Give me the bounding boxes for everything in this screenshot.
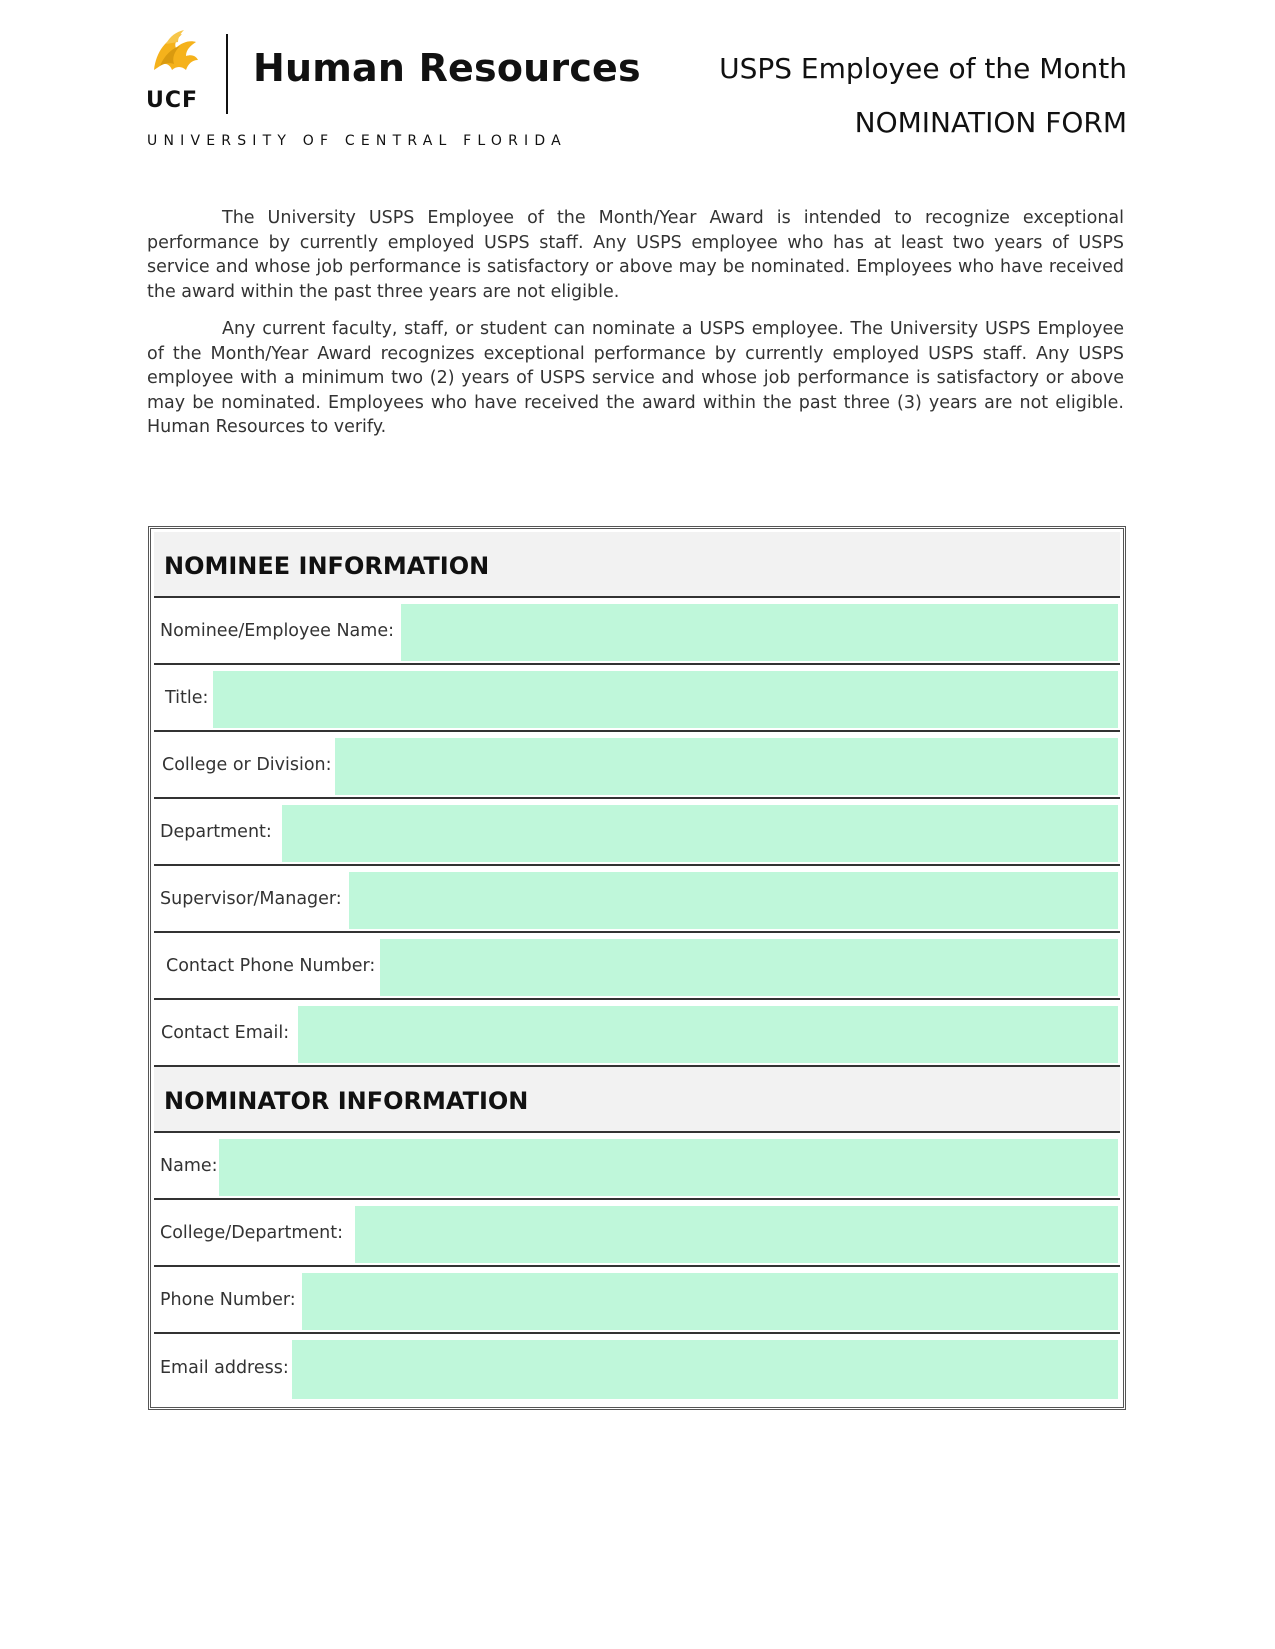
nominee-college-label: College or Division: [162,754,332,775]
nominee-title-input[interactable] [213,671,1118,728]
nominee-phone-row [154,933,1120,1000]
nominee-supervisor-row [154,866,1120,933]
document-subtitle: NOMINATION FORM [854,106,1127,139]
nominee-college-row [154,732,1120,799]
form-table [154,532,1120,1404]
nominee-phone-input[interactable] [380,939,1118,996]
nominee-name-row [154,598,1120,665]
pegasus-icon [146,26,202,82]
nominator-heading-text: NOMINATOR INFORMATION [164,1087,529,1115]
nominator-email-input[interactable] [292,1340,1118,1399]
intro-text [147,206,1124,453]
page-header [0,0,1275,170]
nominator-email-label: Email address: [160,1357,289,1378]
nominee-name-input[interactable] [401,604,1118,661]
nominator-email-row [154,1334,1120,1401]
university-tagline: UNIVERSITY OF CENTRAL FLORIDA [147,133,567,149]
nominee-supervisor-input[interactable] [349,872,1118,929]
nominee-department-row [154,799,1120,866]
nominee-department-input[interactable] [282,805,1118,862]
intro-paragraph-1: The University USPS Employee of the Month/Year Award is intended to recognize exceptional performance by currently employed USPS staff. Any USPS employee who has at least two years of USPS service and whose job performance is satisfactory or above may be nominated. Employees who have received the award within the past three years are not eligible. [147,208,1124,302]
nominator-phone-input[interactable] [302,1273,1118,1330]
nominee-title-label: Title: [165,687,209,708]
nominator-college-input[interactable] [355,1206,1118,1263]
nominee-college-input[interactable] [335,738,1118,795]
nominee-email-input[interactable] [298,1006,1118,1063]
nominator-name-label: Name: [160,1155,218,1176]
nominee-section-heading [154,532,1120,598]
nominee-email-label: Contact Email: [161,1022,290,1043]
nominator-name-input[interactable] [219,1139,1118,1196]
nominee-email-row [154,1000,1120,1067]
nominator-phone-label: Phone Number: [160,1289,296,1310]
nomination-form [148,526,1126,1410]
nominee-department-label: Department: [160,821,272,842]
logo-divider [226,34,228,114]
document-title: USPS Employee of the Month [719,52,1127,85]
nominee-heading-text: NOMINEE INFORMATION [164,552,490,580]
nominator-name-row [154,1133,1120,1200]
nominee-name-label: Nominee/Employee Name: [160,620,394,641]
intro-paragraph-2: Any current faculty, staff, or student can nominate a USPS employee. The University USPS Employee of the Month/Year Award recognizes exceptional performance by currently employed USPS staff. Any USPS employee with a minimum two (2) years of USPS service and whose job performance is satisfactory or above may be nominated. Employees who have received the award within the past three (3) years are not eligible. Human Resources to verify. [147,319,1124,437]
department-title: Human Resources [253,46,641,90]
nominee-phone-label: Contact Phone Number: [166,955,376,976]
ucf-logo [146,26,206,116]
nominee-supervisor-label: Supervisor/Manager: [160,888,342,909]
nominator-phone-row [154,1267,1120,1334]
ucf-wordmark: UCF [146,88,199,113]
nominator-college-label: College/Department: [160,1222,343,1243]
nominee-title-row [154,665,1120,732]
nominator-college-row [154,1200,1120,1267]
nominator-section-heading [154,1067,1120,1133]
